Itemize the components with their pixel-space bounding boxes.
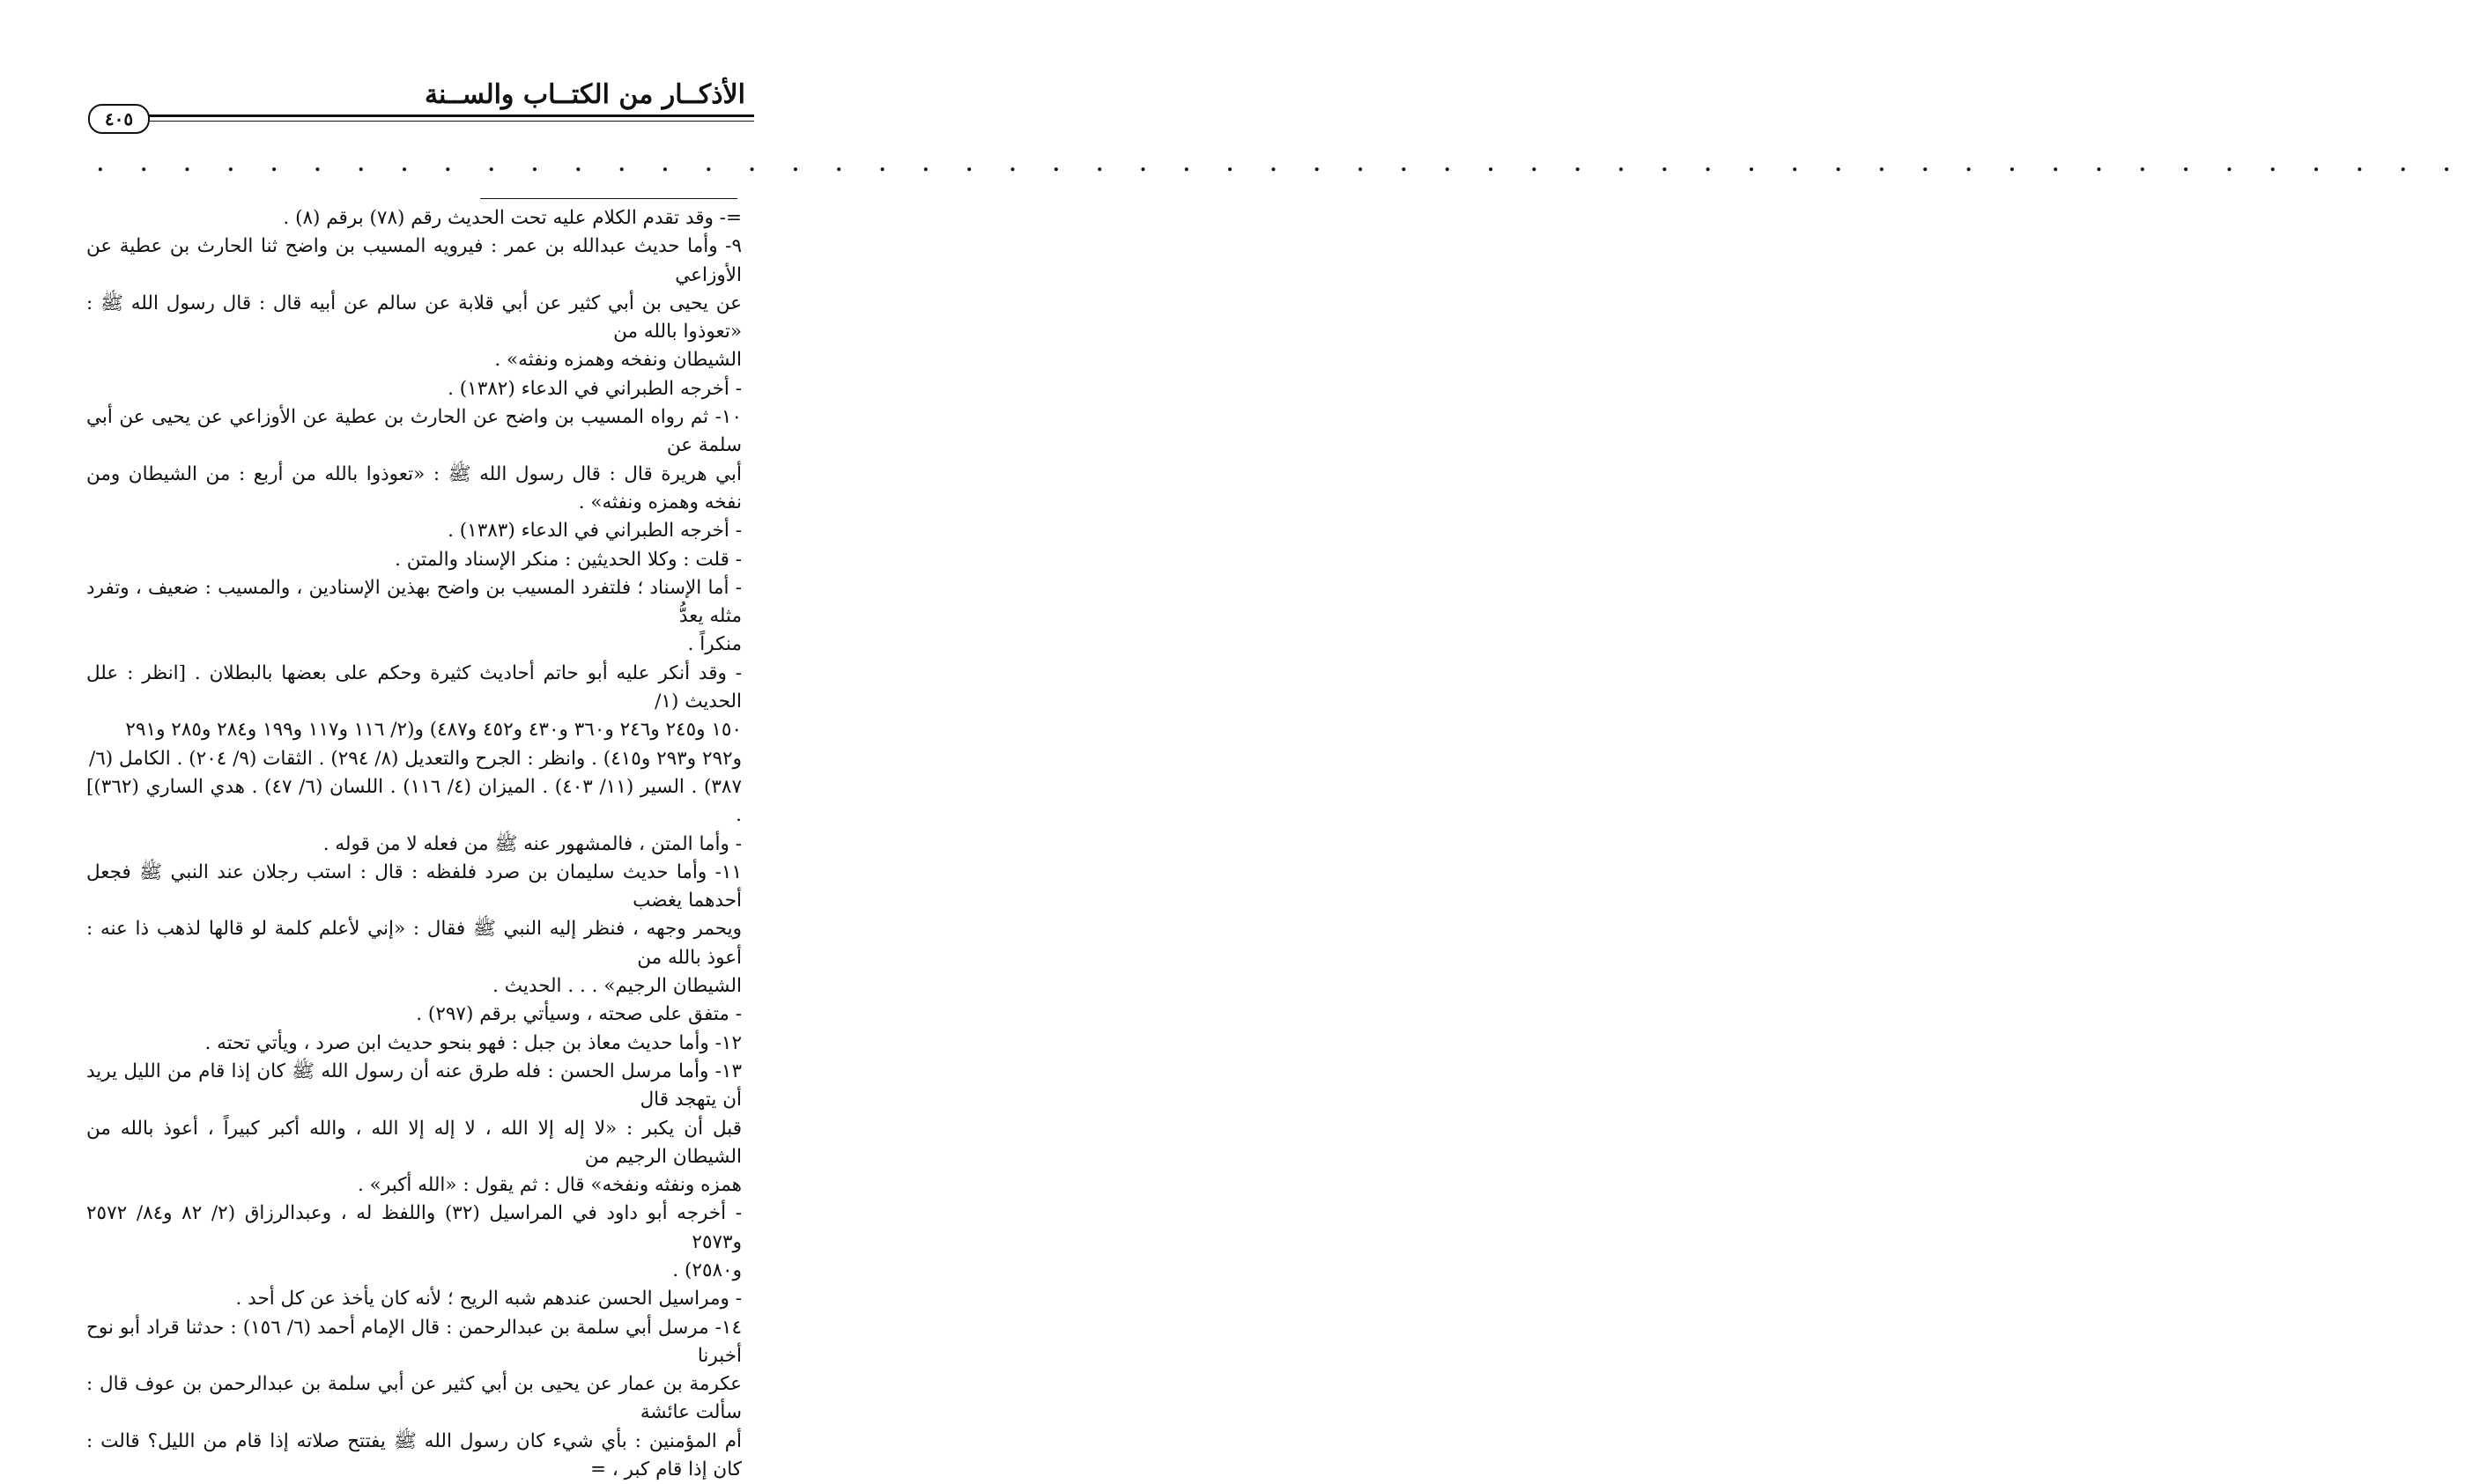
text-line: - أخرجه الطبراني في الدعاء (١٣٨٢) . bbox=[448, 377, 742, 400]
text-line: الشيطان ونفخه وهمزه ونفثه» . bbox=[494, 349, 742, 372]
text-line: ١٣- وأما مرسل الحسن : فله طرق عنه أن رسول الله ﷺ كان إذا قام من الليل يريد أن يتهجد قال bbox=[86, 1059, 742, 1111]
text-line: همزه ونفثه ونفخه» قال : ثم يقول : «الله أكبر» . bbox=[358, 1174, 742, 1197]
text-line: أبي هريرة قال : قال رسول الله ﷺ : «تعوذوا بالله من أربع : من الشيطان ومن نفخه وهمزه ونفثه» . bbox=[86, 462, 742, 513]
text-line: ١٠- ثم رواه المسيب بن واضح عن الحارث بن عطية عن الأوزاعي عن يحيى عن أبي سلمة عن bbox=[86, 406, 742, 457]
text-line: ٣٨٧) . السير (١١/ ٤٠٣) . الميزان (٤/ ١١٦) . اللسان (٦/ ٤٧) . هدي الساري (٣٦٢)] . bbox=[86, 775, 742, 827]
text-line: منكراً . bbox=[687, 633, 742, 656]
text-line: ٩- وأما حديث عبدالله بن عمر : فيرويه المسيب بن واضح ثنا الحارث بن عطية عن الأوزاعي bbox=[86, 235, 742, 286]
text-line: و٢٥٨٠) . bbox=[672, 1259, 742, 1281]
page-header bbox=[85, 76, 754, 137]
footnote-rule bbox=[480, 198, 737, 199]
text-line: عكرمة بن عمار عن يحيى بن أبي كثير عن أبي سلمة بن عبدالرحمن بن عوف قال : سألت عائشة bbox=[86, 1373, 742, 1424]
text-line: - قلت : وكلا الحديثين : منكر الإسناد والمتن . bbox=[395, 548, 742, 571]
text-line: - وأما المتن ، فالمشهور عنه ﷺ من فعله لا من قوله . bbox=[322, 832, 742, 855]
footnote-text bbox=[86, 204, 742, 1484]
text-line: الشيطان الرجيم» . . . الحديث . bbox=[492, 975, 742, 998]
header-rule-thin bbox=[144, 121, 754, 122]
text-line: - أما الإسناد ؛ فلتفرد المسيب بن واضح بهذين الإسنادين ، والمسيب : ضعيف ، وتفرد مثله يعدُّ bbox=[86, 576, 742, 628]
text-line: =- وقد تقدم الكلام عليه تحت الحديث رقم (٧٨) برقم (٨) . bbox=[283, 207, 742, 229]
text-line: - أخرجه الطبراني في الدعاء (١٣٨٣) . bbox=[448, 520, 742, 543]
text-line: ١٥٠ و٢٤٥ و٢٤٦ و٣٦٠ و٤٣٠ و٤٥٢ و٤٨٧) و(٢/ ١١٦ و١١٧ و١٩٩ و٢٨٤ و٢٨٥ و٢٩١ bbox=[125, 719, 742, 742]
text-line: ١١- وأما حديث سليمان بن صرد فلفظه : قال : استب رجلان عند النبي ﷺ فجعل أحدهما يغضب bbox=[86, 860, 742, 912]
text-line: عن يحيى بن أبي كثير عن أبي قلابة عن سالم عن أبيه قال : قال رسول الله ﷺ : «تعوذوا بالله من bbox=[86, 292, 742, 343]
text-line: - وقد أنكر عليه أبو حاتم أحاديث كثيرة وحكم على بعضها بالبطلان . [انظر : علل الحديث (١/ bbox=[86, 661, 742, 713]
text-line: - متفق على صحته ، وسيأتي برقم (٢٩٧) . bbox=[416, 1003, 742, 1026]
dotted-separator: . . . . . . . . . . . . . . . . . . . . . . . . . . . . . . . . . . . . . . . . . . . . . . . . . . . . . . . bbox=[97, 153, 2465, 176]
text-line: و٢٩٢ و٢٩٣ و٤١٥) . وانظر : الجرح والتعديل (٨/ ٢٩٤) . الثقات (٩/ ٢٠٤) . الكامل (٦/ bbox=[88, 747, 742, 770]
text-line: قبل أن يكبر : «لا إله إلا الله ، لا إله إلا الله ، والله أكبر كبيراً ، أعوذ بالله من الشيطان الرجيم من bbox=[86, 1117, 742, 1168]
text-line: - ومراسيل الحسن عندهم شبه الريح ؛ لأنه كان يأخذ عن كل أحد . bbox=[235, 1288, 742, 1310]
text-line: ١٤- مرسل أبي سلمة بن عبدالرحمن : قال الإمام أحمد (٦/ ١٥٦) : حدثنا قراد أبو نوح أخبرنا bbox=[86, 1316, 743, 1367]
running-title: الأذكــار من الكتــاب والســنة bbox=[424, 79, 745, 110]
header-rule-thick bbox=[144, 114, 754, 117]
page-number-badge: ٤٠٥ bbox=[88, 104, 150, 134]
text-line: ١٢- وأما حديث معاذ بن جبل : فهو بنحو حديث ابن صرد ، ويأتي تحته . bbox=[204, 1031, 742, 1054]
text-line: أم المؤمنين : بأي شيء كان رسول الله ﷺ يفتتح صلاته إذا قام من الليل؟ قالت : كان إذا قام كبر ، = bbox=[86, 1429, 742, 1481]
text-line: ويحمر وجهه ، فنظر إليه النبي ﷺ فقال : «إني لأعلم كلمة لو قالها لذهب ذا عنه : أعوذ بالله من bbox=[86, 918, 742, 969]
text-line: - أخرجه أبو داود في المراسيل (٣٢) واللفظ له ، وعبدالرزاق (٢/ ٨٢ و٨٤/ ٢٥٧٢ و٢٥٧٣ bbox=[86, 1202, 743, 1253]
